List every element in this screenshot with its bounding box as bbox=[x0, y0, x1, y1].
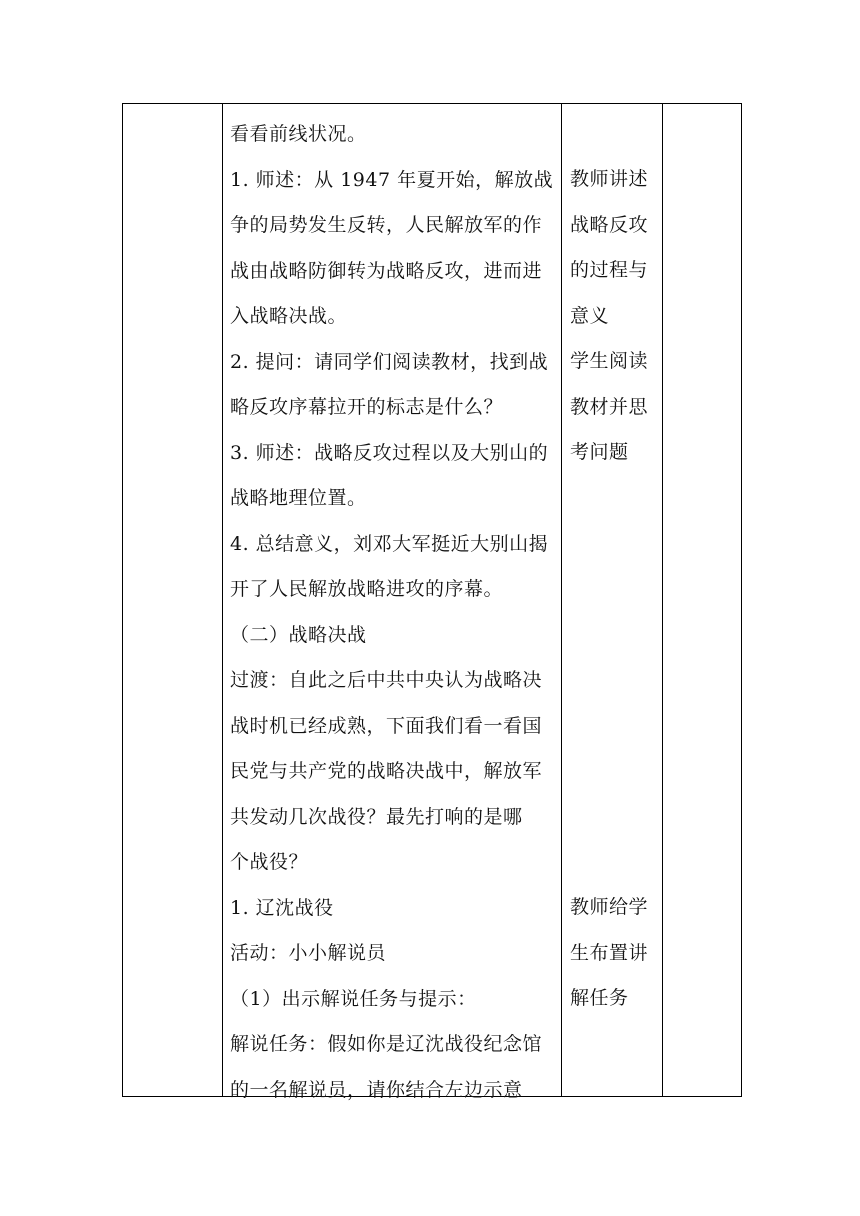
note-line: 考问题 bbox=[570, 441, 629, 463]
note-line: 教师讲述 bbox=[570, 168, 649, 190]
text-line: 个战役？ bbox=[230, 851, 309, 873]
text-line: 1. 师述：从 1947 年夏开始，解放战 bbox=[230, 168, 554, 191]
note-line: 教材并思 bbox=[570, 395, 649, 418]
note-line: 学生阅读 bbox=[570, 350, 649, 372]
note-line: 战略反攻 bbox=[570, 213, 649, 236]
text-line: 战略地理位置。 bbox=[230, 487, 367, 509]
text-line: 过渡：自此之后中共中央认为战略决 bbox=[230, 669, 543, 691]
lesson-table bbox=[122, 103, 742, 1101]
text-line: 1. 辽沈战役 bbox=[230, 896, 334, 919]
column-divider bbox=[662, 104, 663, 1096]
note-line: 教师给学 bbox=[570, 896, 649, 918]
text-line: 2. 提问：请同学们阅读教材，找到战 bbox=[230, 350, 549, 373]
student-read-note bbox=[570, 339, 662, 476]
text-line: 争的局势发生反转，人民解放军的作 bbox=[230, 214, 543, 236]
note-line: 生布置讲 bbox=[570, 941, 649, 964]
text-line: 民党与共产党的战略决战中，解放军 bbox=[230, 760, 543, 782]
text-line: 入战略决战。 bbox=[230, 305, 348, 327]
text-line: 略反攻序幕拉开的标志是什么？ bbox=[230, 396, 504, 418]
text-line: 共发动几次战役？最先打响的是哪 bbox=[230, 805, 523, 828]
text-line: 活动：小小解说员 bbox=[230, 942, 387, 964]
text-line: （1）出示解说任务与提示： bbox=[230, 987, 477, 1010]
teacher-assign-note bbox=[570, 885, 662, 1022]
note-line: 意义 bbox=[570, 304, 610, 327]
note-line: 的过程与 bbox=[570, 259, 649, 281]
column-divider bbox=[561, 104, 562, 1096]
text-line: 看看前线状况。 bbox=[230, 123, 367, 145]
text-line: 4. 总结意义，刘邓大军挺近大别山揭 bbox=[230, 532, 549, 555]
text-line: 解说任务：假如你是辽沈战役纪念馆 bbox=[230, 1033, 543, 1055]
text-line: 战由战略防御转为战略反攻，进而进 bbox=[230, 259, 543, 282]
column-divider bbox=[222, 104, 223, 1096]
teacher-narrate-note bbox=[570, 157, 662, 339]
text-line: 开了人民解放战略进攻的序幕。 bbox=[230, 578, 504, 600]
text-line: 战时机已经成熟，下面我们看一看国 bbox=[230, 714, 543, 737]
note-line: 解任务 bbox=[570, 987, 629, 1009]
text-line: 的一名解说员，请你结合左边示意 bbox=[230, 1078, 523, 1101]
teaching-process-cell bbox=[230, 112, 560, 1113]
section-heading: （二）战略决战 bbox=[230, 623, 367, 646]
text-line: 3. 师述：战略反攻过程以及大别山的 bbox=[230, 441, 549, 464]
